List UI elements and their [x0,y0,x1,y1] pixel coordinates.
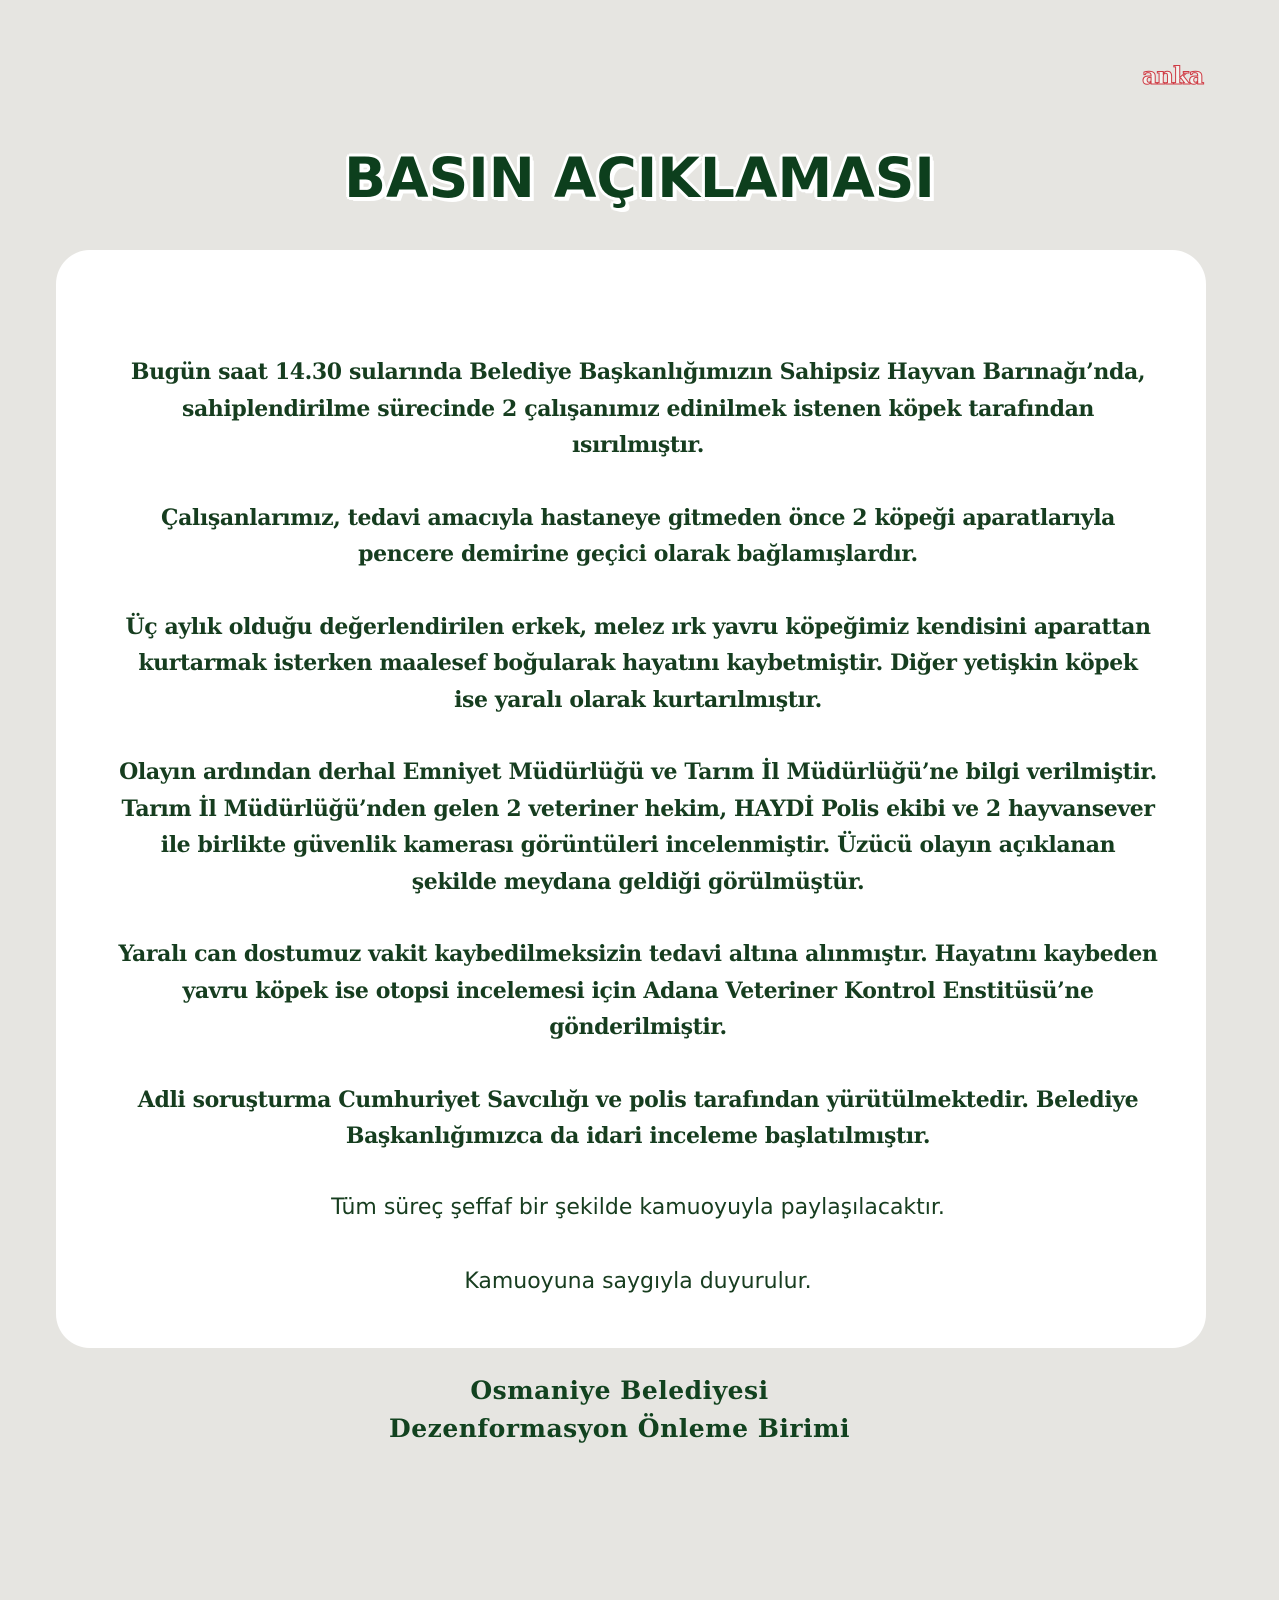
statement-paragraph-6: Adli soruşturma Cumhuriyet Savcılığı ve polis tarafından yürütülmektedir. Belediye Başkanlığımızca da idari inceleme başlatılmıştır. [137,1086,1139,1149]
page-title: BASIN AÇIKLAMASI [344,146,935,210]
anka-watermark-logo: anka [1142,61,1204,90]
signature-unit: Dezenformasyon Önleme Birimi [389,1414,850,1443]
signature-block [0,1372,1239,1448]
statement-paragraph-3: Üç aylık olduğu değerlendirilen erkek, melez ırk yavru köpeğimiz kendisini aparattan kurtarmak isterken maalesef boğularak hayatını kaybetmiştir. Diğer yetişkin köpek ise yaralı olarak kurtarılmıştır. [125,613,1151,713]
statement-body [118,354,1158,1300]
closing-line: Kamuoyuna saygıyla duyurulur. [464,1268,812,1294]
statement-paragraph-4: Olayın ardından derhal Emniyet Müdürlüğü ve Tarım İl Müdürlüğü’ne bilgi verilmiştir. Tarım İl Müdürlüğü’nden gelen 2 veteriner hekim, HAYDİ Polis ekibi ve 2 hayvansever ile birlikte güvenlik kamerası görüntüleri incelenmiştir. Üzücü olayın açıklanan şekilde meydana geldiği görülmüştür. [119,759,1157,895]
signature-organization: Osmaniye Belediyesi [470,1376,769,1405]
statement-paragraph-2: Çalışanlarımız, tedavi amacıyla hastaneye gitmeden önce 2 köpeği aparatlarıyla pencere demirine geçici olarak bağlamışlardır. [160,504,1116,567]
statement-paragraph-1: Bugün saat 14.30 sularında Belediye Başkanlığımızın Sahipsiz Hayvan Barınağı’nda, sahiplendirilme sürecinde 2 çalışanımız edinilmek istenen köpek tarafından ısırılmıştır. [130,359,1146,458]
transparency-note: Tüm süreç şeffaf bir şekilde kamuoyuyla paylaşılacaktır. [331,1194,945,1220]
statement-paragraph-5: Yaralı can dostumuz vakit kaybedilmeksizin tedavi altına alınmıştır. Hayatını kaybeden yavru köpek ise otopsi incelemesi için Adana Veteriner Kontrol Enstitüsü’ne gönderilmiştir. [118,941,1158,1040]
